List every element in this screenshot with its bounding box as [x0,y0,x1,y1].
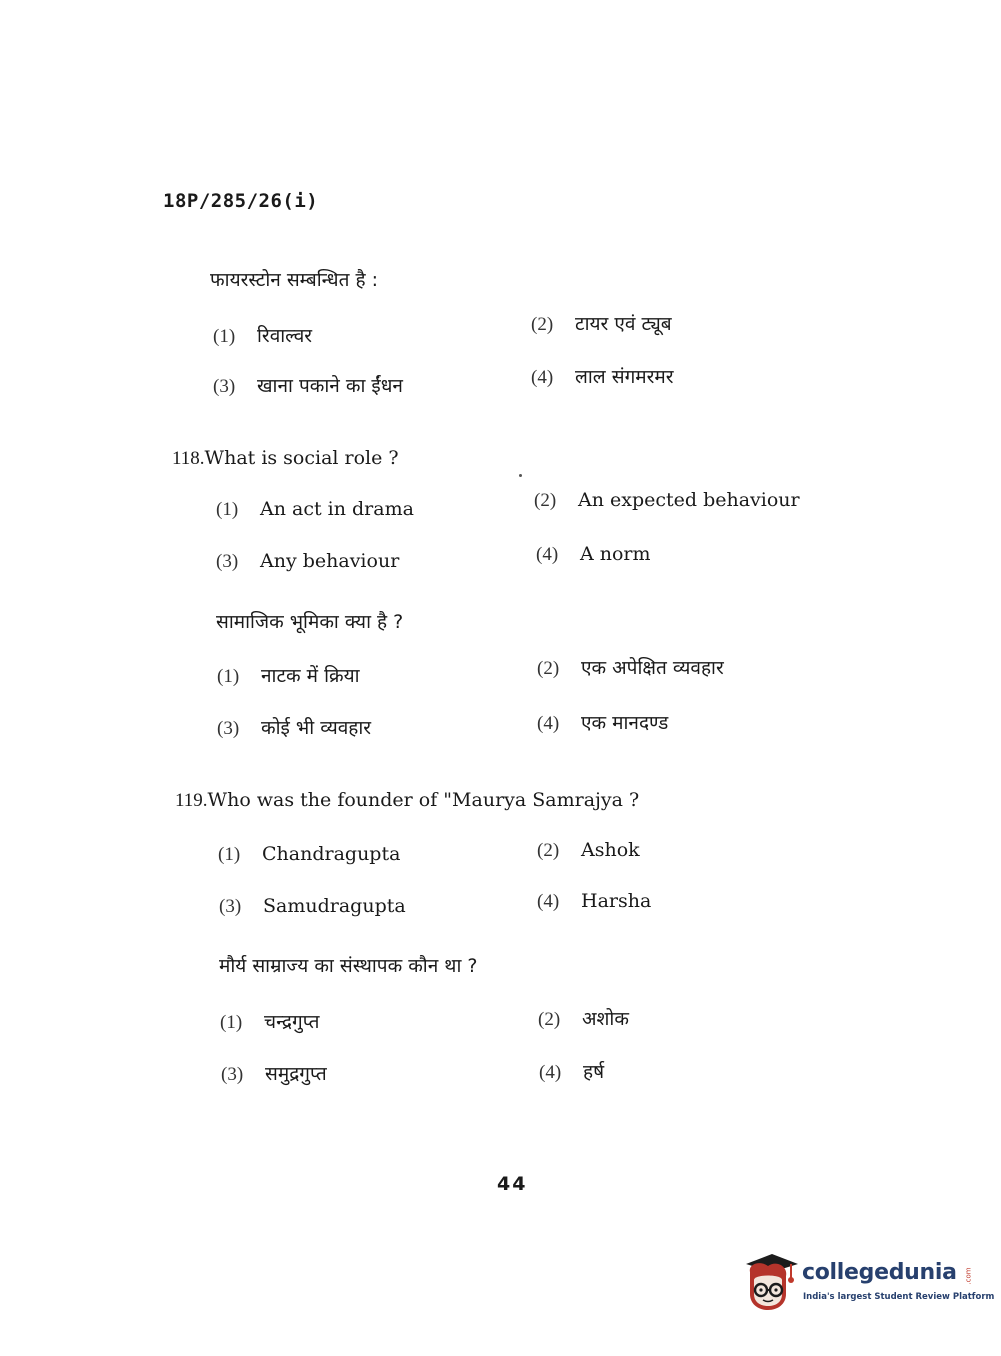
mascot-icon [742,1250,798,1314]
option-text: An expected behaviour [578,489,800,511]
option-number: (4) [537,891,560,912]
option-number: (2) [538,1009,561,1030]
scan-speck [519,474,522,477]
q119-option-3 [219,895,406,918]
option-text: नाटक में क्रिया [261,665,360,687]
option-number: (4) [536,544,559,565]
option-text: चन्द्रगुप्त [264,1011,320,1033]
q118-hindi-option-3 [217,714,371,740]
question-119-stem [175,789,639,812]
option-text: एक अपेक्षित व्यवहार [581,657,724,679]
q117-hindi-option-2 [531,310,672,336]
option-text: कोई भी व्यवहार [261,717,372,739]
option-text: लाल संगमरमर [575,366,674,388]
option-number: (2) [537,840,560,861]
option-number: (3) [221,1064,244,1085]
q119-option-2 [537,839,640,862]
option-text: Samudragupta [263,895,406,917]
q118-hindi-option-1 [217,662,360,688]
option-number: (1) [216,499,239,520]
question-text: Who was the founder of "Maurya Samrajya ? [207,789,640,811]
collegedunia-logo [742,1250,995,1314]
option-text: रिवाल्वर [257,325,313,347]
paper-code: 18P/285/26(i) [163,190,319,212]
option-text: Ashok [581,839,640,861]
q118-option-2 [534,489,800,512]
question-117-hindi-stem: फायरस्टोन सम्बन्धित है : [210,269,378,291]
brand-name: collegedunia [802,1260,957,1285]
brand-tagline: India's largest Student Review Platform [803,1292,995,1302]
q117-hindi-option-3 [213,372,403,398]
q119-hindi-option-2 [538,1005,629,1031]
option-number: (3) [213,376,236,397]
option-text: Harsha [581,890,652,912]
option-text: An act in drama [260,498,414,520]
option-number: (1) [213,326,236,347]
q118-option-4 [536,543,651,566]
question-number: 118. [172,448,205,469]
page-number: 44 [497,1173,528,1195]
option-number: (2) [534,490,557,511]
q119-hindi-option-1 [220,1008,319,1034]
q119-option-4 [537,890,651,913]
option-number: (4) [537,713,560,734]
q118-option-3 [216,550,399,573]
option-text: अशोक [582,1008,629,1030]
option-number: (4) [539,1062,562,1083]
option-number: (1) [220,1012,243,1033]
option-number: (1) [218,844,241,865]
brand-domain-suffix: .com [964,1267,973,1285]
q119-hindi-option-3 [221,1060,327,1086]
q118-hindi-option-4 [537,709,668,735]
option-text: समुद्रगुप्त [265,1063,327,1085]
option-number: (3) [217,718,240,739]
q117-hindi-option-4 [531,363,674,389]
question-118-stem [172,447,399,470]
q118-hindi-option-2 [537,654,724,680]
question-text: What is social role ? [204,447,399,469]
q117-hindi-option-1 [213,322,312,348]
option-number: (3) [219,896,242,917]
option-number: (2) [537,658,560,679]
q119-option-1 [218,843,400,866]
question-118-hindi-stem: सामाजिक भूमिका क्या है ? [216,611,404,633]
question-number: 119. [175,790,208,811]
option-text: Any behaviour [260,550,400,572]
option-number: (2) [531,314,554,335]
option-text: हर्ष [583,1061,605,1083]
question-119-hindi-stem: मौर्य साम्राज्य का संस्थापक कौन था ? [219,955,478,977]
option-text: A norm [580,543,651,565]
option-text: खाना पकाने का ईंधन [257,375,403,397]
option-number: (1) [217,666,240,687]
q119-hindi-option-4 [539,1058,604,1084]
q118-option-1 [216,498,414,521]
option-text: Chandragupta [262,843,401,865]
option-text: एक मानदण्ड [581,712,669,734]
option-text: टायर एवं ट्यूब [575,313,672,335]
option-number: (4) [531,367,554,388]
option-number: (3) [216,551,239,572]
